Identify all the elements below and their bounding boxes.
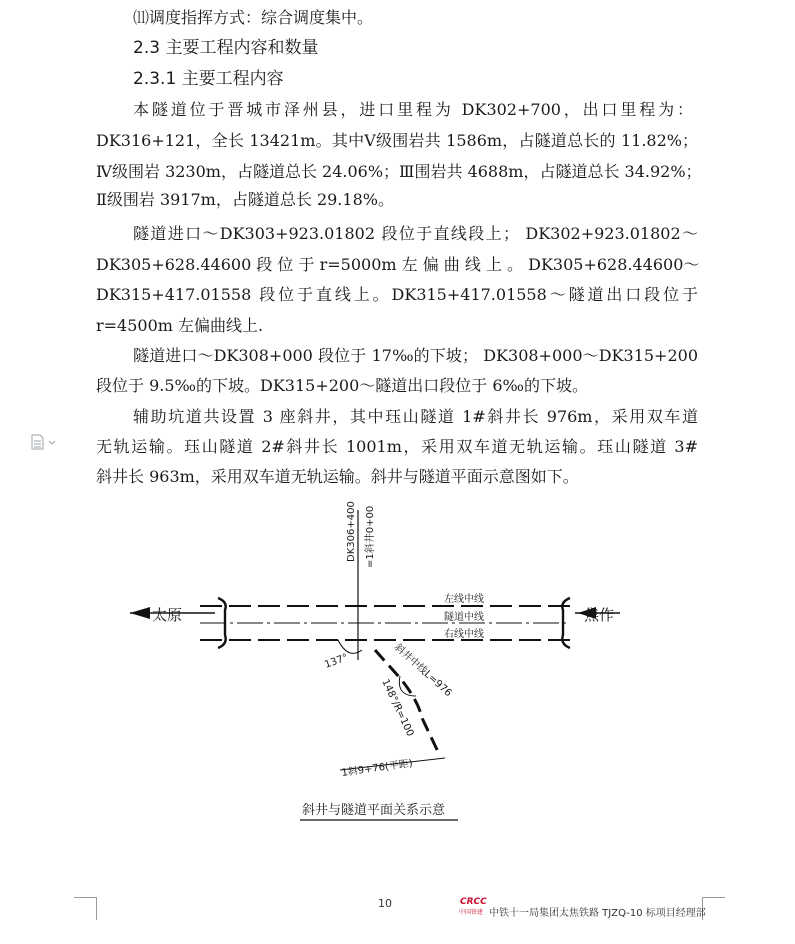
paragraph-line: 段位于 9.5‰的下坡。DK315+200～隧道出口段位于 6‰的下坡。: [96, 376, 589, 395]
text-line: ⑾调度指挥方式：综合调度集中。: [133, 8, 374, 27]
paragraph-line: 隧道进口～DK308+000 段位于 17‰的下坡； DK308+000～DK315+200: [133, 346, 698, 365]
subsection-heading: 2.3.1 主要工程内容: [133, 69, 284, 89]
label-shaft-axis: 斜井中线L=976: [391, 642, 454, 700]
label-center-line: 隧道中线: [444, 612, 484, 623]
diagram-caption: 斜井与隧道平面关系示意: [302, 803, 446, 818]
document-icon[interactable]: [30, 434, 58, 450]
label-jiaozuo: 焦作: [584, 606, 615, 624]
label-taiyuan: 太原: [152, 606, 183, 624]
company-logo: [458, 892, 488, 918]
label-shaft-end: 1斜9+76(平距): [340, 758, 414, 779]
shaft-tunnel-diagram: [100, 500, 620, 830]
corner-mark: [74, 897, 97, 920]
label-dk: DK306+400: [346, 501, 357, 562]
label-angle-137: 137°: [323, 652, 350, 671]
label-right-line: 右线中线: [444, 629, 484, 640]
paragraph-line: Ⅳ级围岩 3230m，占隧道总长 24.06%；Ⅲ围岩共 4688m，占隧道总长 34.92%；: [96, 162, 702, 181]
paragraph-line: DK315+417.01558 段位于直线上。DK315+417.01558～隧道出口段位于: [96, 285, 698, 304]
label-left-line: 左线中线: [444, 594, 484, 605]
logo-subtext: 中国铁建: [459, 909, 484, 916]
arrow-left-icon: [130, 607, 150, 619]
section-heading: 2.3 主要工程内容和数量: [133, 38, 319, 58]
logo-text: CRCC: [460, 897, 487, 907]
page-number: 10: [378, 897, 392, 910]
paragraph-line: DK305+628.44600 段 位 于 r=5000m 左 偏 曲 线 上 。 DK305+628.44600～: [96, 255, 700, 274]
paragraph-line: 辅助坑道共设置 3 座斜井，其中珏山隧道 1#斜井长 976m，采用双车道: [133, 407, 698, 426]
footer-company: 中铁十一局集团太焦铁路 TJZQ-10 标项目经理部: [489, 908, 706, 919]
paragraph-line: DK316+121，全长 13421m。其中Ⅴ级围岩共 1586m，占隧道总长的 11.82%；: [96, 131, 698, 150]
paragraph-line: 无轨运输。珏山隧道 2#斜井长 1001m，采用双车道无轨运输。珏山隧道 3#: [96, 437, 698, 456]
paragraph-line: 隧道进口～DK303+923.01802 段位于直线段上； DK302+923.01802～: [133, 224, 698, 243]
paragraph-line: 斜井长 963m，采用双车道无轨运输。斜井与隧道平面示意图如下。: [96, 467, 579, 486]
shaft-path: [375, 650, 440, 756]
paragraph-line: r=4500m 左偏曲线上.: [96, 316, 264, 335]
label-angle-148: 148°/R=100: [379, 677, 416, 739]
label-shaft-start: =1斜井0+00: [365, 505, 376, 568]
paragraph-line: Ⅱ级围岩 3917m，占隧道总长 29.18%。: [96, 190, 394, 209]
paragraph-line: 本隧道位于晋城市泽州县，进口里程为 DK302+700，出口里程为：: [133, 100, 693, 119]
